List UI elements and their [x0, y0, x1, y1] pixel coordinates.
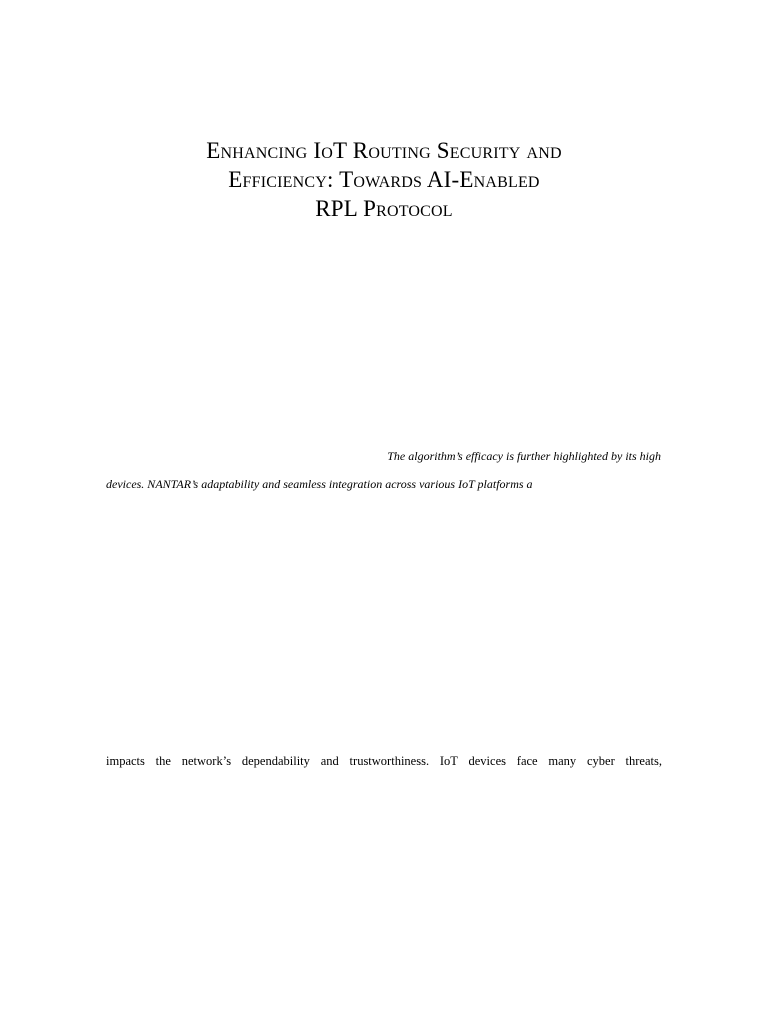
title-line-2: Efficiency: Towards AI-Enabled	[228, 167, 540, 192]
text-fragment-adaptability: devices. NANTAR’s adaptability and seamless integration across various IoT platforms a	[106, 477, 533, 491]
title-line-3: RPL Protocol	[315, 196, 453, 221]
text-fragment-threats: impacts the network’s dependability and trustworthiness. IoT devices face many cyber threats,	[106, 754, 662, 768]
title-line-1: Enhancing IoT Routing Security and	[206, 138, 562, 163]
paper-title	[0, 136, 768, 223]
text-fragment-efficacy: The algorithm’s efficacy is further highlighted by its high	[387, 449, 661, 463]
